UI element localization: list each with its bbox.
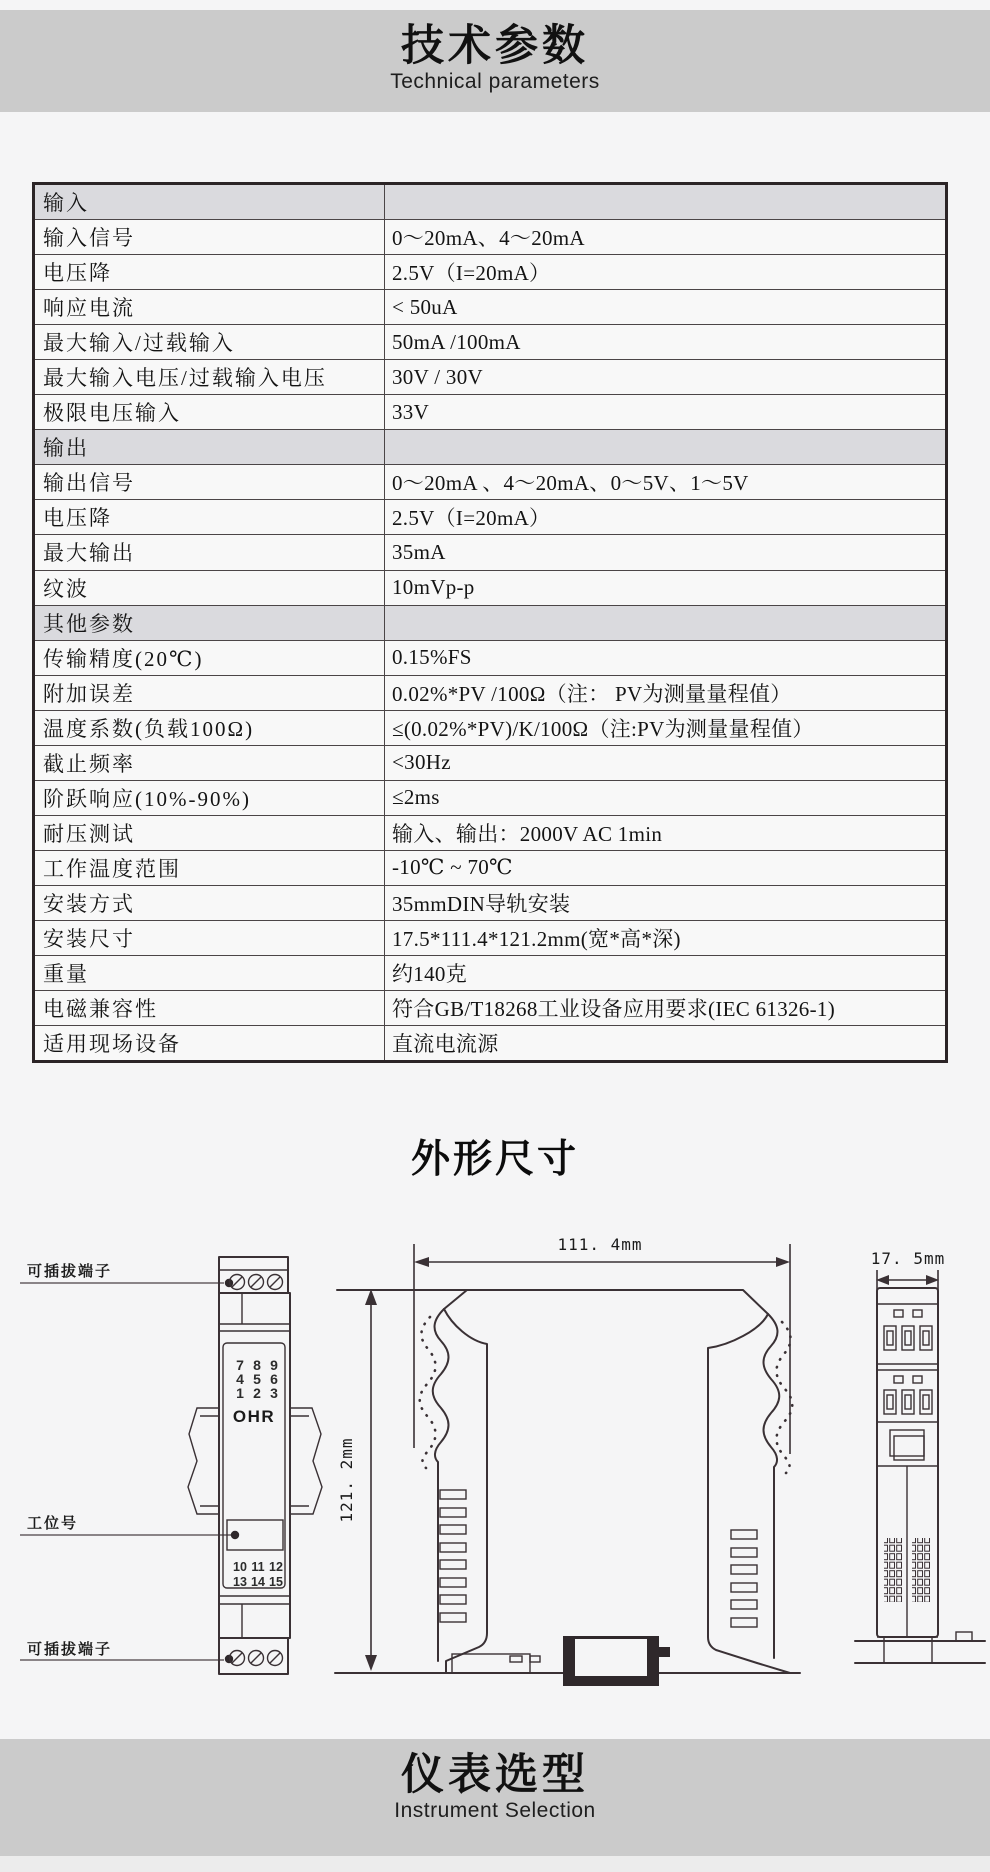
- instrument-selection-title: 仪表选型: [401, 1751, 589, 1799]
- end-tag-window: [890, 1430, 924, 1460]
- row-label: 附加误差: [35, 676, 385, 710]
- end-housing: [877, 1288, 938, 1637]
- row-label: 截止频率: [35, 746, 385, 780]
- row-value: 0.15%FS: [392, 645, 472, 670]
- vent-grid-left: [884, 1538, 903, 1602]
- din-rail-clip: [563, 1636, 670, 1686]
- terminal-15: 15: [269, 1575, 283, 1589]
- screw-slots-row2: [884, 1390, 932, 1414]
- table-row: [35, 290, 945, 325]
- table-row: [35, 991, 945, 1026]
- row-value: 33V: [392, 399, 430, 424]
- row-label: 温度系数(负载100Ω): [35, 711, 385, 745]
- section-label: 其他参数: [35, 606, 385, 640]
- row-value: 50mA /100mA: [392, 329, 521, 354]
- row-value: 0～20mA、4～20mA: [392, 226, 585, 251]
- table-section-row: [35, 185, 945, 220]
- row-value: 符合GB/T18268工业设备应用要求(IEC 61326-1): [392, 997, 835, 1022]
- row-label: 电压降: [35, 255, 385, 289]
- row-label: 电压降: [35, 500, 385, 534]
- technical-parameters-banner: [0, 10, 990, 112]
- section-value: [385, 606, 945, 640]
- table-row: [35, 956, 945, 991]
- end-rail: [855, 1632, 985, 1663]
- row-value: <30Hz: [392, 750, 451, 775]
- table-row: [35, 746, 945, 781]
- terminal-numbers-bottom: [233, 1560, 283, 1589]
- slider-bracket: [452, 1654, 540, 1673]
- terminal-5: 5: [253, 1371, 261, 1387]
- row-value: -10℃ ~ 70℃: [392, 855, 513, 880]
- height-dim-label: 121. 2mm: [337, 1437, 356, 1523]
- table-row: [35, 711, 945, 746]
- width-dimension: [414, 1235, 790, 1454]
- technical-parameters-title: 技术参数: [401, 22, 589, 70]
- terminal-13: 13: [233, 1575, 247, 1589]
- table-row: [35, 325, 945, 360]
- row-label: 输出信号: [35, 465, 385, 499]
- instrument-selection-banner: [0, 1739, 990, 1856]
- table-section-row: [35, 430, 945, 465]
- table-row: [35, 851, 945, 886]
- table-row: [35, 1026, 945, 1060]
- table-section-row: [35, 606, 945, 641]
- row-value: < 50uA: [392, 294, 458, 319]
- row-value: 输入、输出：2000V AC 1min: [392, 821, 663, 846]
- table-row: [35, 781, 945, 816]
- row-label: 最大输入电压/过载输入电压: [35, 360, 385, 394]
- terminal-12: 12: [269, 1560, 283, 1574]
- vent-grid-right: [912, 1538, 931, 1602]
- row-value: 0.02%*PV /100Ω（注： PV为测量量程值）: [392, 681, 792, 706]
- row-value: 2.5V（I=20mA）: [392, 506, 551, 531]
- row-value: 17.5*111.4*121.2mm(宽*高*深): [392, 927, 681, 951]
- row-label: 阶跃响应(10%-90%): [35, 781, 385, 815]
- height-dimension: [337, 1289, 377, 1671]
- row-label: 耐压测试: [35, 816, 385, 850]
- row-label: 纹波: [35, 571, 385, 605]
- row-value: ≤2ms: [392, 785, 440, 810]
- table-row: [35, 921, 945, 956]
- row-label: 安装方式: [35, 886, 385, 920]
- table-row: [35, 465, 945, 500]
- table-row: [35, 816, 945, 851]
- label-tag-number: 工位号: [27, 1515, 79, 1532]
- side-view: [335, 1235, 800, 1686]
- row-value: 30V / 30V: [392, 364, 483, 389]
- row-label: 输入信号: [35, 220, 385, 254]
- terminal-block-bottom: [219, 1638, 288, 1674]
- footer-strip: [0, 1856, 990, 1872]
- terminal-7: 7: [236, 1357, 244, 1373]
- row-label: 极限电压输入: [35, 395, 385, 429]
- table-row: [35, 886, 945, 921]
- ohr-logo: OHR: [232, 1407, 276, 1426]
- outline-dimensions-title: 外形尺寸: [410, 1138, 579, 1181]
- section-label: 输入: [35, 185, 385, 219]
- table-row: [35, 641, 945, 676]
- spec-table: [32, 182, 948, 1063]
- row-label: 适用现场设备: [35, 1026, 385, 1060]
- row-label: 重量: [35, 956, 385, 990]
- vent-slats-right: [731, 1530, 757, 1627]
- row-label: 响应电流: [35, 290, 385, 324]
- leader-dot-tag: [231, 1531, 239, 1539]
- row-label: 传输精度(20℃): [35, 641, 385, 675]
- terminal-block-top: [219, 1257, 288, 1293]
- side-housing-outline: [335, 1290, 800, 1673]
- row-label: 电磁兼容性: [35, 991, 385, 1025]
- table-row: [35, 571, 945, 606]
- table-row: [35, 360, 945, 395]
- instrument-selection-subtitle: Instrument Selection: [394, 1799, 596, 1823]
- terminal-4: 4: [236, 1371, 244, 1387]
- row-label: 安装尺寸: [35, 921, 385, 955]
- end-view: [855, 1249, 985, 1663]
- table-row: [35, 255, 945, 290]
- terminal-numbers-top: [236, 1357, 278, 1401]
- technical-parameters-subtitle: Technical parameters: [390, 70, 600, 94]
- depth-dimension: [871, 1249, 945, 1292]
- width-dim-label: 111. 4mm: [557, 1235, 643, 1254]
- terminal-6: 6: [270, 1371, 278, 1387]
- row-value: 约140克: [392, 962, 467, 987]
- label-pluggable-terminal-top: 可插拔端子: [27, 1263, 113, 1280]
- section-value: [385, 430, 945, 464]
- terminal-10: 10: [233, 1560, 247, 1574]
- dimension-drawing-svg: [0, 1230, 990, 1700]
- row-value: 35mmDIN导轨安装: [392, 891, 571, 916]
- row-label: 工作温度范围: [35, 851, 385, 885]
- row-label: 最大输入/过载输入: [35, 325, 385, 359]
- section-label: 输出: [35, 430, 385, 464]
- row-value: ≤(0.02%*PV)/K/100Ω（注:PV为测量量程值）: [392, 716, 814, 741]
- section-value: [385, 185, 945, 219]
- front-view: [20, 1257, 322, 1674]
- terminal-8: 8: [253, 1357, 261, 1373]
- table-row: [35, 535, 945, 570]
- table-row: [35, 220, 945, 255]
- screw-slots-row1: [884, 1326, 932, 1350]
- terminal-1: 1: [236, 1385, 244, 1401]
- depth-dim-label: 17. 5mm: [870, 1249, 946, 1268]
- row-value: 0～20mA 、4～20mA、0～5V、1～5V: [392, 471, 749, 496]
- terminal-11: 11: [251, 1560, 265, 1574]
- table-row: [35, 500, 945, 535]
- row-value: 直流电流源: [392, 1032, 499, 1057]
- terminal-2: 2: [253, 1385, 261, 1401]
- dimension-drawing: [0, 1230, 990, 1700]
- label-pluggable-terminal-bottom: 可插拔端子: [27, 1641, 113, 1658]
- row-value: 2.5V（I=20mA）: [392, 261, 551, 286]
- table-row: [35, 395, 945, 430]
- table-row: [35, 676, 945, 711]
- terminal-9: 9: [270, 1357, 278, 1373]
- row-value: 35mA: [392, 539, 446, 564]
- vent-slats-left: [440, 1490, 466, 1622]
- row-value: 10mVp-p: [392, 575, 475, 600]
- row-label: 最大输出: [35, 535, 385, 569]
- terminal-3: 3: [270, 1385, 278, 1401]
- terminal-14: 14: [251, 1575, 265, 1589]
